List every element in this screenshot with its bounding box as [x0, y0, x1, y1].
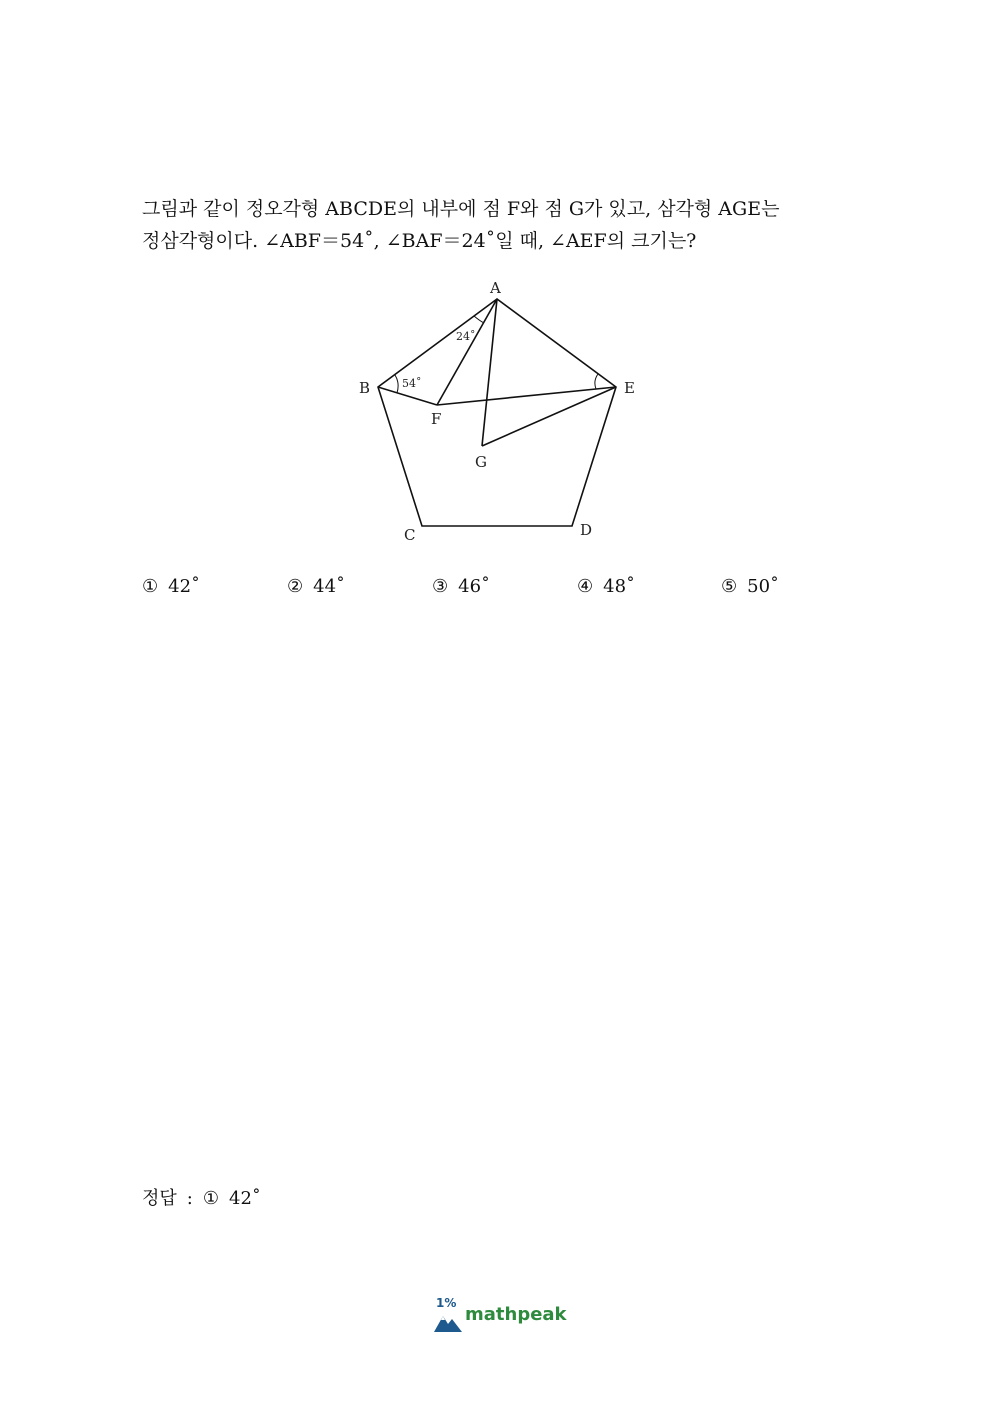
choice-1[interactable]: [142, 576, 200, 597]
segment-fe: [437, 387, 616, 405]
choice-2[interactable]: [287, 576, 345, 597]
question-text: [142, 193, 842, 257]
logo-percent: 1%: [436, 1296, 457, 1310]
choice-5[interactable]: [721, 576, 779, 597]
choice-number: ②: [287, 576, 304, 597]
vertex-label-g: G: [475, 453, 487, 471]
mountain-icon: [434, 1312, 462, 1332]
choice-number: ④: [577, 576, 594, 597]
choice-4[interactable]: [577, 576, 635, 597]
angle-arc-aef: [595, 374, 598, 389]
vertex-label-e: E: [624, 379, 635, 397]
choice-number: ③: [432, 576, 449, 597]
answer-choices: [142, 576, 842, 606]
answer-line: [142, 1184, 261, 1210]
pentagon-abcde: [378, 299, 616, 526]
question-line-1: 그림과 같이 정오각형 ABCDE의 내부에 점 F와 점 G가 있고, 삼각형 AGE는: [142, 198, 780, 220]
choice-value: 50˚: [747, 576, 780, 597]
choice-number: ①: [142, 576, 159, 597]
choice-number: ⑤: [721, 576, 738, 597]
answer-value: 42˚: [229, 1188, 261, 1209]
answer-label: 정답: [142, 1188, 177, 1209]
segment-ge: [482, 387, 616, 446]
vertex-label-d: D: [580, 521, 593, 539]
vertex-label-c: C: [404, 526, 416, 544]
angle-label-abf: 54˚: [402, 377, 422, 390]
answer-number: ①: [202, 1188, 219, 1209]
vertex-label-b: B: [359, 379, 371, 397]
angle-arc-baf: [474, 316, 484, 323]
angle-label-baf: 24˚: [456, 330, 476, 343]
choice-value: 44˚: [313, 576, 346, 597]
choice-value: 48˚: [603, 576, 636, 597]
logo-word: mathpeak: [465, 1304, 567, 1325]
mathpeak-logo: [434, 1296, 574, 1336]
answer-separator: :: [186, 1188, 193, 1209]
pentagon-figure: [340, 275, 660, 550]
vertex-label-f: F: [431, 410, 442, 428]
question-line-2: 정삼각형이다. ∠ABF＝54˚, ∠BAF＝24˚일 때, ∠AEF의 크기는?: [142, 230, 697, 252]
vertex-label-a: A: [490, 279, 501, 297]
choice-value: 46˚: [458, 576, 491, 597]
pentagon-diagram: [340, 275, 660, 550]
choice-3[interactable]: [432, 576, 490, 597]
choice-value: 42˚: [168, 576, 201, 597]
angle-arc-abf: [395, 375, 398, 393]
